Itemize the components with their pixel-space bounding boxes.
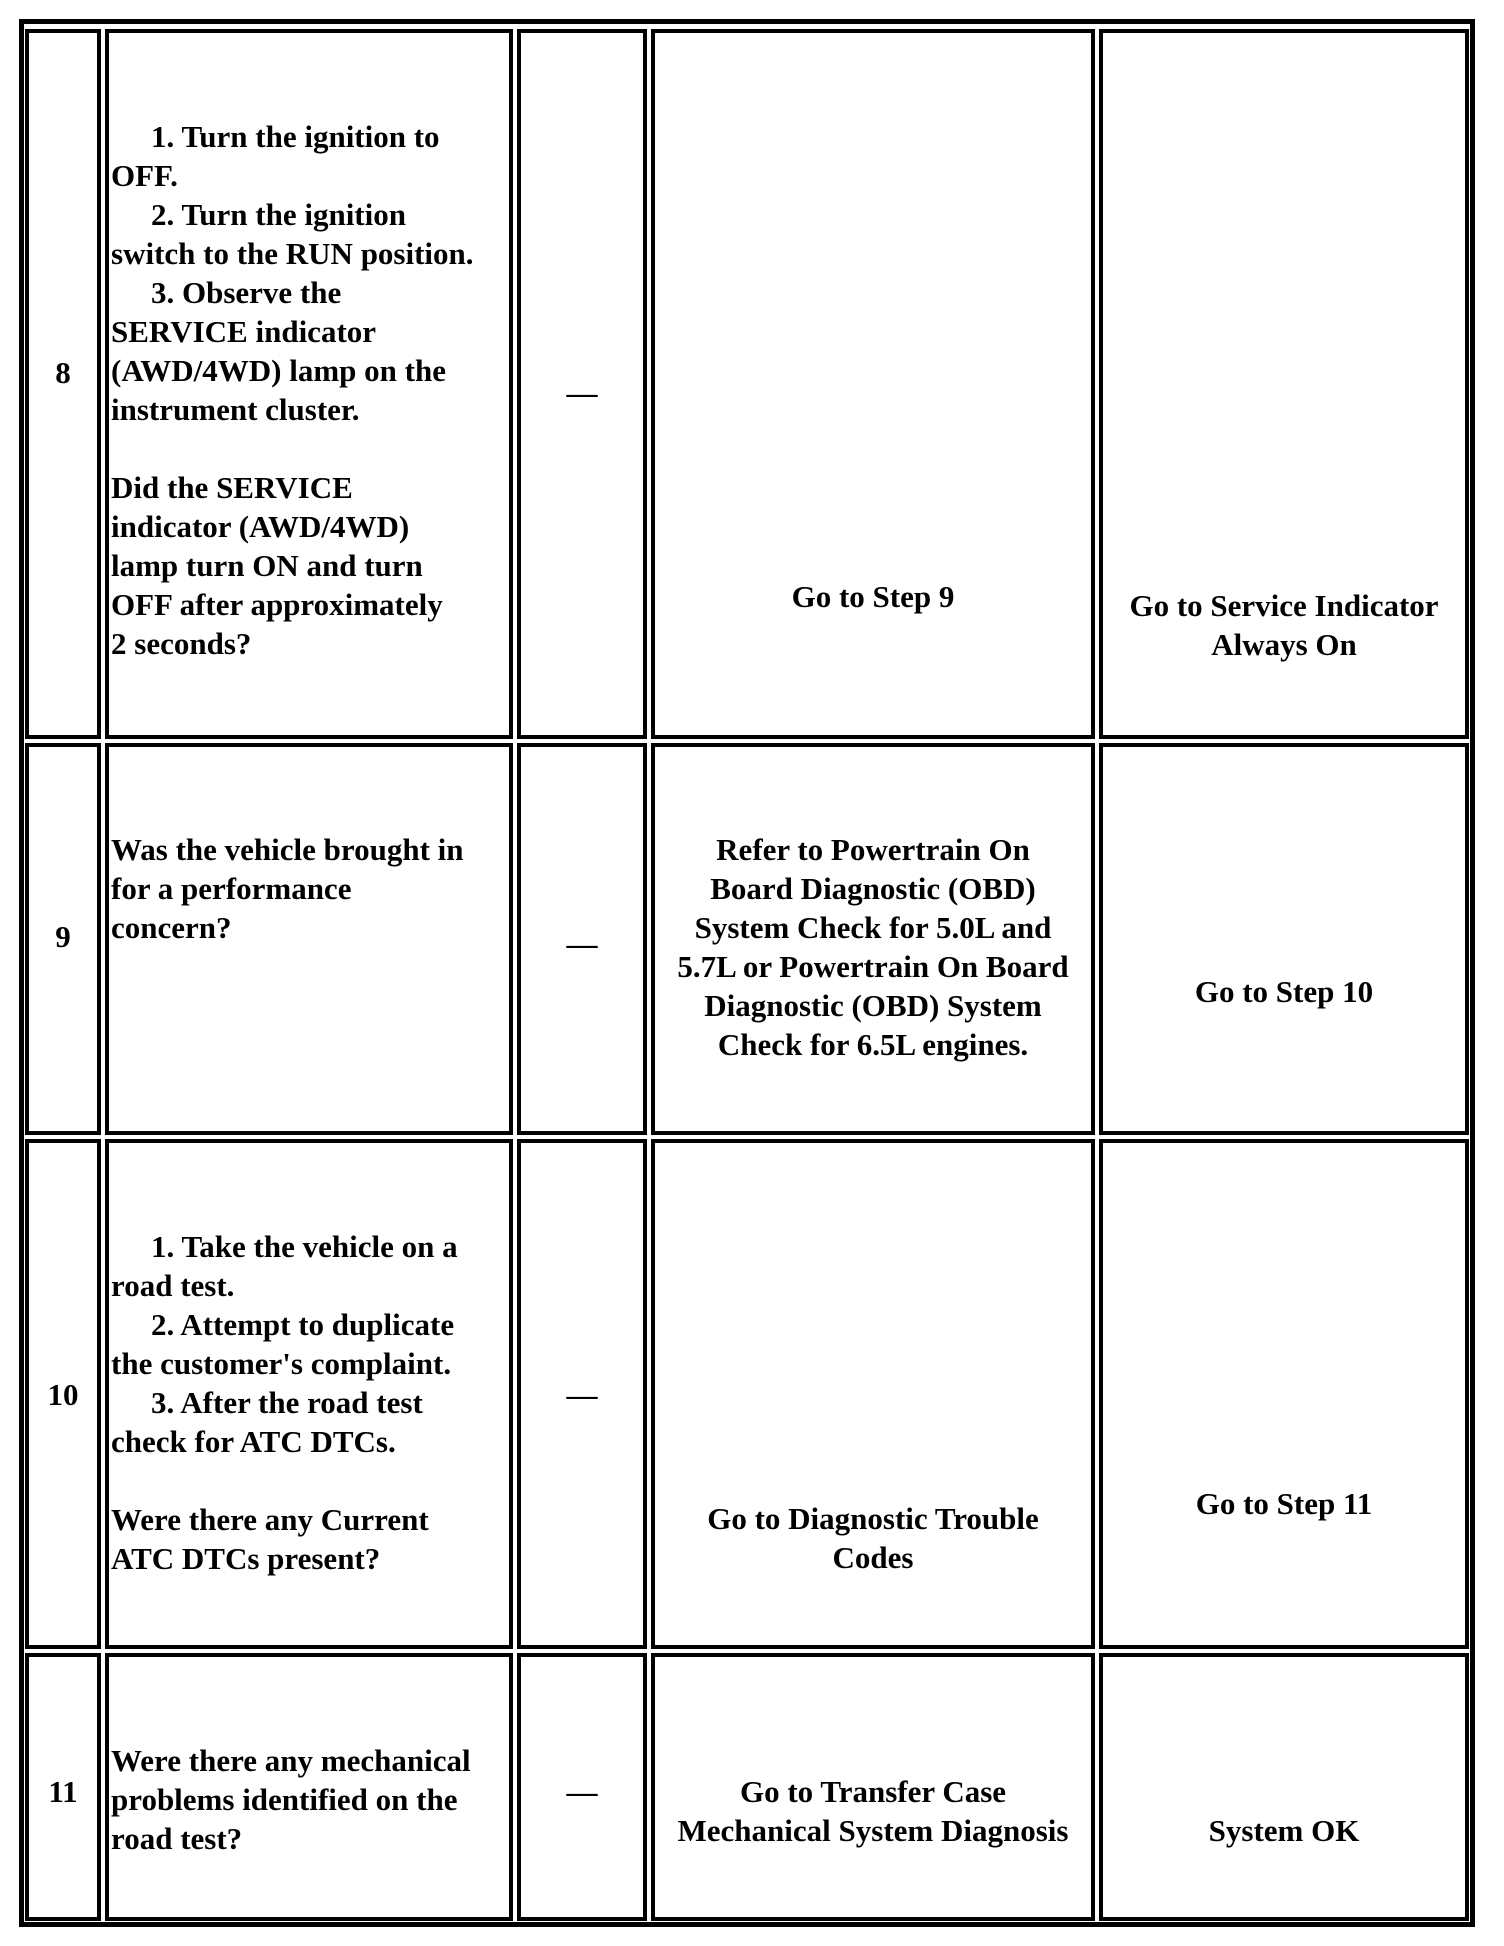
question-line: problems identified on the [111,1782,458,1817]
value-cell [517,1139,647,1649]
step-number-cell [25,743,101,1135]
yes-action-text: 5.7L or Powertrain On Board [677,949,1069,984]
value-cell [517,29,647,739]
action-line: OFF. [111,158,178,193]
yes-action-text: Board Diagnostic (OBD) [710,871,1036,906]
action-line: 2. Attempt to duplicate [151,1307,455,1342]
no-cell [1099,1653,1469,1921]
blank-line [111,429,507,468]
no-action-text: Go to Step 10 [1194,974,1374,1009]
action-line: switch to the RUN position. [111,236,474,271]
yes-action-text: Codes [832,1540,914,1575]
action-cell [105,1653,513,1921]
value-cell [517,1653,647,1921]
no-action-text: System OK [1208,1813,1360,1848]
yes-action-text: Go to Diagnostic Trouble [707,1501,1039,1536]
yes-cell [651,743,1095,1135]
action-line: 3. After the road test [151,1385,423,1420]
yes-action-text: Go to Step 9 [791,579,955,614]
action-cell [105,743,513,1135]
step-number: 8 [55,355,71,390]
question-line: Were there any mechanical [111,1743,471,1778]
action-cell [105,1139,513,1649]
yes-cell [651,1653,1095,1921]
action-line: 2. Turn the ignition [151,197,406,232]
yes-action-text: Refer to Powertrain On [716,832,1030,867]
question-line: ATC DTCs present? [111,1541,381,1576]
value-cell [517,743,647,1135]
action-line: 3. Observe the [151,275,342,310]
value-dash: — [566,1774,598,1809]
question-line: for a performance [111,871,352,906]
action-line: 1. Turn the ignition to [151,119,440,154]
question-line: road test? [111,1821,243,1856]
blank-line [111,1461,507,1500]
no-action-text: Always On [1211,627,1357,662]
step-number-cell [25,1653,101,1921]
question-line: lamp turn ON and turn [111,548,423,583]
yes-action-text: Check for 6.5L engines. [717,1027,1029,1062]
question-line: Was the vehicle brought in [111,832,464,867]
question-line: Were there any Current [111,1502,429,1537]
yes-action-text: Diagnostic (OBD) System [704,988,1042,1023]
action-line: the customer's complaint. [111,1346,452,1381]
yes-action-text: Go to Transfer Case [739,1774,1007,1809]
action-line: road test. [111,1268,235,1303]
value-dash: — [566,926,598,961]
action-line: instrument cluster. [111,392,360,427]
yes-action-text: Mechanical System Diagnosis [677,1813,1069,1848]
question-line: OFF after approximately [111,587,443,622]
no-cell [1099,29,1469,739]
question-line: Did the SERVICE [111,470,353,505]
step-number: 10 [47,1377,79,1412]
value-dash: — [566,1377,598,1412]
yes-cell [651,1139,1095,1649]
step-number: 11 [48,1774,78,1809]
no-action-text: Go to Service Indicator [1129,588,1439,623]
action-line: SERVICE indicator [111,314,377,349]
action-line: (AWD/4WD) lamp on the [111,353,446,388]
yes-action-text: System Check for 5.0L and [694,910,1052,945]
question-line: concern? [111,910,232,945]
no-cell [1099,1139,1469,1649]
no-cell [1099,743,1469,1135]
action-line: 1. Take the vehicle on a [151,1229,458,1264]
step-number-cell [25,1139,101,1649]
step-number: 9 [55,919,71,954]
action-cell [105,29,513,739]
no-action-text: Go to Step 11 [1195,1486,1373,1521]
value-dash: — [566,375,598,410]
question-line: 2 seconds? [111,626,252,661]
yes-cell [651,29,1095,739]
action-line: check for ATC DTCs. [111,1424,396,1459]
question-line: indicator (AWD/4WD) [111,509,410,544]
step-number-cell [25,29,101,739]
